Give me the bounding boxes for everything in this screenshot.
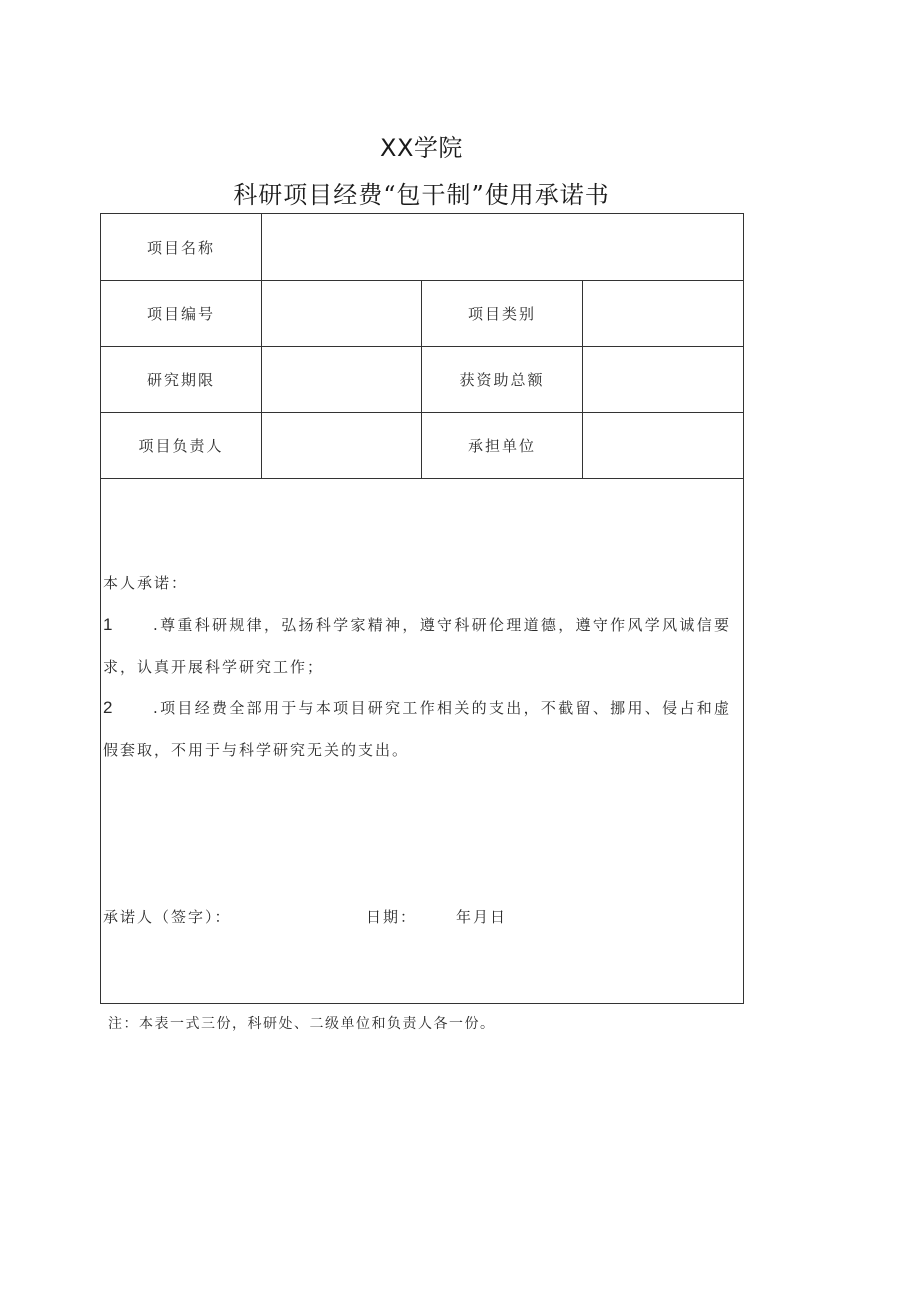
- undertaking-unit-label: 承担单位: [422, 413, 583, 479]
- total-funding-field[interactable]: [583, 347, 744, 413]
- commitment-section: [101, 479, 744, 1004]
- project-number-field[interactable]: [262, 281, 422, 347]
- institution-title: XX学院: [380, 134, 463, 162]
- research-period-field[interactable]: [262, 347, 422, 413]
- commitment-item: [103, 687, 731, 771]
- undertaking-unit-field[interactable]: [583, 413, 744, 479]
- commitment-item-number: 1: [103, 615, 113, 634]
- form-row-research-period: [101, 347, 744, 413]
- project-category-label: 项目类别: [422, 281, 583, 347]
- form-row-project-number: [101, 281, 744, 347]
- project-leader-field[interactable]: [262, 413, 422, 479]
- research-period-label: 研究期限: [101, 347, 262, 413]
- project-number-label: 项目编号: [101, 281, 262, 347]
- date-value: 年月日: [456, 908, 508, 926]
- date-label: 日期：: [366, 908, 418, 926]
- project-name-label: 项目名称: [101, 214, 262, 281]
- commitment-item: [103, 604, 731, 688]
- commitment-item-number: 2: [103, 698, 113, 717]
- commitment-form-table: [100, 213, 744, 1004]
- commitment-item-text: .尊重科研规律，弘扬科学家精神，遵守科研伦理道德，遵守作风学风诚信要求，认真开展科学研究工作；: [103, 616, 732, 676]
- project-leader-label: 项目负责人: [101, 413, 262, 479]
- form-row-commitment: [101, 479, 744, 1004]
- form-row-project-name: [101, 214, 744, 281]
- total-funding-label: 获资助总额: [422, 347, 583, 413]
- commitment-heading: 本人承诺：: [103, 574, 189, 592]
- project-category-field[interactable]: [583, 281, 744, 347]
- project-name-field[interactable]: [262, 214, 744, 281]
- document-title: 科研项目经费“包干制”使用承诺书: [233, 181, 610, 209]
- form-row-project-leader: [101, 413, 744, 479]
- signature-label: 承诺人（签字）：: [103, 908, 232, 926]
- footer-note: 注：本表一式三份，科研处、二级单位和负责人各一份。: [108, 1016, 496, 1032]
- commitment-item-text: .项目经费全部用于与本项目研究工作相关的支出，不截留、挪用、侵占和虚假套取，不用于与科学研究无关的支出。: [103, 699, 732, 759]
